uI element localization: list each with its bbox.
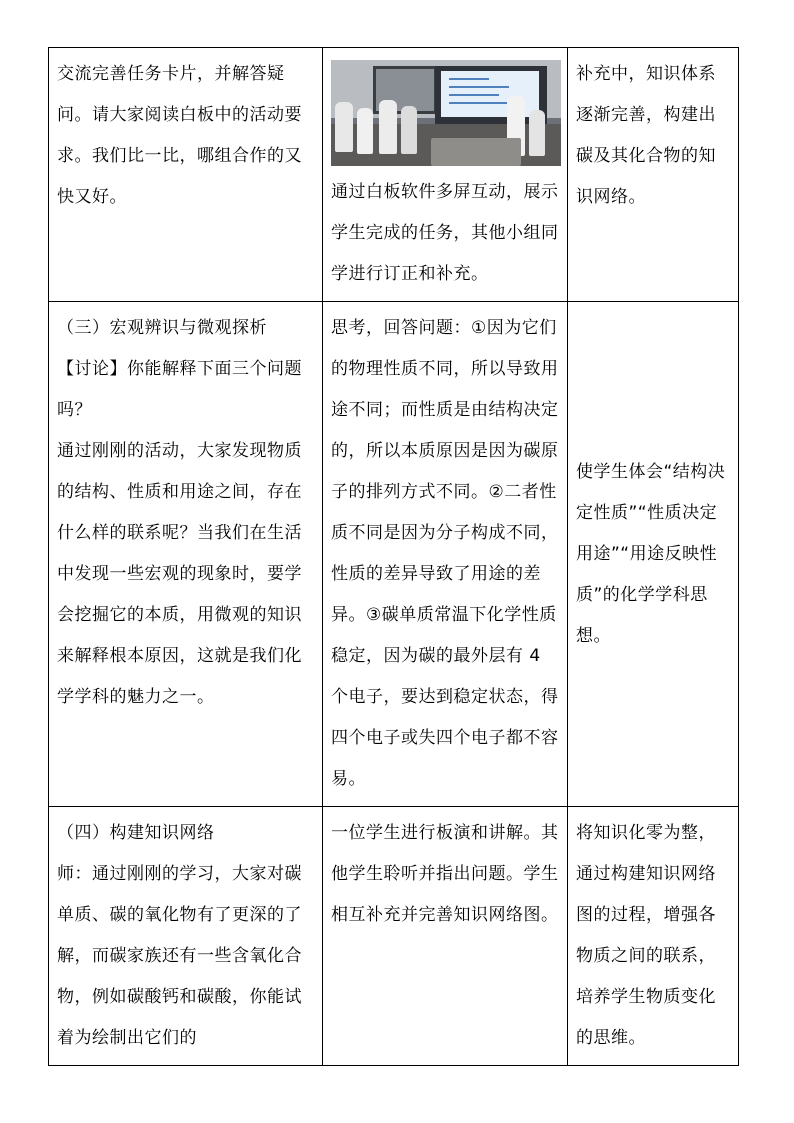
- design-intent-cell: [568, 302, 739, 807]
- teacher-activity-cell: [49, 48, 323, 302]
- teacher-activity-text: （四）构建知识网络 师：通过刚刚的学习，大家对碳单质、碳的氧化物有了更深的了解，而碳家族还有一些含氧化合物，例如碳酸钙和碳酸，你能试着为绘制出它们的: [57, 823, 302, 1048]
- table-row: [49, 48, 739, 302]
- student-activity-text: 一位学生进行板演和讲解。其他学生聆听并指出问题。学生相互补充并完善知识网络图。: [331, 823, 559, 925]
- design-intent-text: 将知识化零为整，通过构建知识网络图的过程，增强各物质之间的联系，培养学生物质变化的思维。: [576, 823, 716, 1048]
- table-row: [49, 302, 739, 807]
- student-activity-cell: [323, 807, 568, 1066]
- design-intent-cell: [568, 48, 739, 302]
- teacher-activity-cell: [49, 807, 323, 1066]
- design-intent-cell: [568, 807, 739, 1066]
- design-intent-text: 补充中，知识体系逐渐完善，构建出碳及其化合物的知识网络。: [576, 64, 716, 207]
- student-activity-text: 通过白板软件多屏互动，展示学生完成的任务，其他小组同学进行订正和补充。: [331, 182, 559, 284]
- student-activity-text: 思考，回答问题：①因为它们的物理性质不同，所以导致用途不同；而性质是由结构决定的，所以本质原因是因为碳原子的排列方式不同。②二者性质不同是因为分子构成不同，性质的差异导致了用途的差异。③碳单质常温下化学性质稳定，因为碳的最外层有 4 个电子，要达到稳定状态，得四个电子或失四个电子都不容易。: [331, 318, 559, 789]
- lesson-plan-table: [48, 47, 739, 1066]
- teacher-activity-text: （三）宏观辨识与微观探析 【讨论】你能解释下面三个问题吗？ 通过刚刚的活动，大家发现物质的结构、性质和用途之间，存在什么样的联系呢？当我们在生活中发现一些宏观的现象时，要学会挖掘它的本质，用微观的知识来解释根本原因，这就是我们化学学科的魅力之一。: [57, 318, 302, 707]
- design-intent-text: 使学生体会“结构决定性质”“性质决定用途”“用途反映性质”的化学学科思想。: [576, 461, 726, 646]
- table-row: [49, 807, 739, 1066]
- student-activity-cell: [323, 48, 568, 302]
- student-activity-cell: [323, 302, 568, 807]
- teacher-activity-text: 交流完善任务卡片，并解答疑问。请大家阅读白板中的活动要求。我们比一比，哪组合作的又快又好。: [57, 64, 302, 207]
- teacher-activity-cell: [49, 302, 323, 807]
- classroom-photo: [331, 60, 561, 166]
